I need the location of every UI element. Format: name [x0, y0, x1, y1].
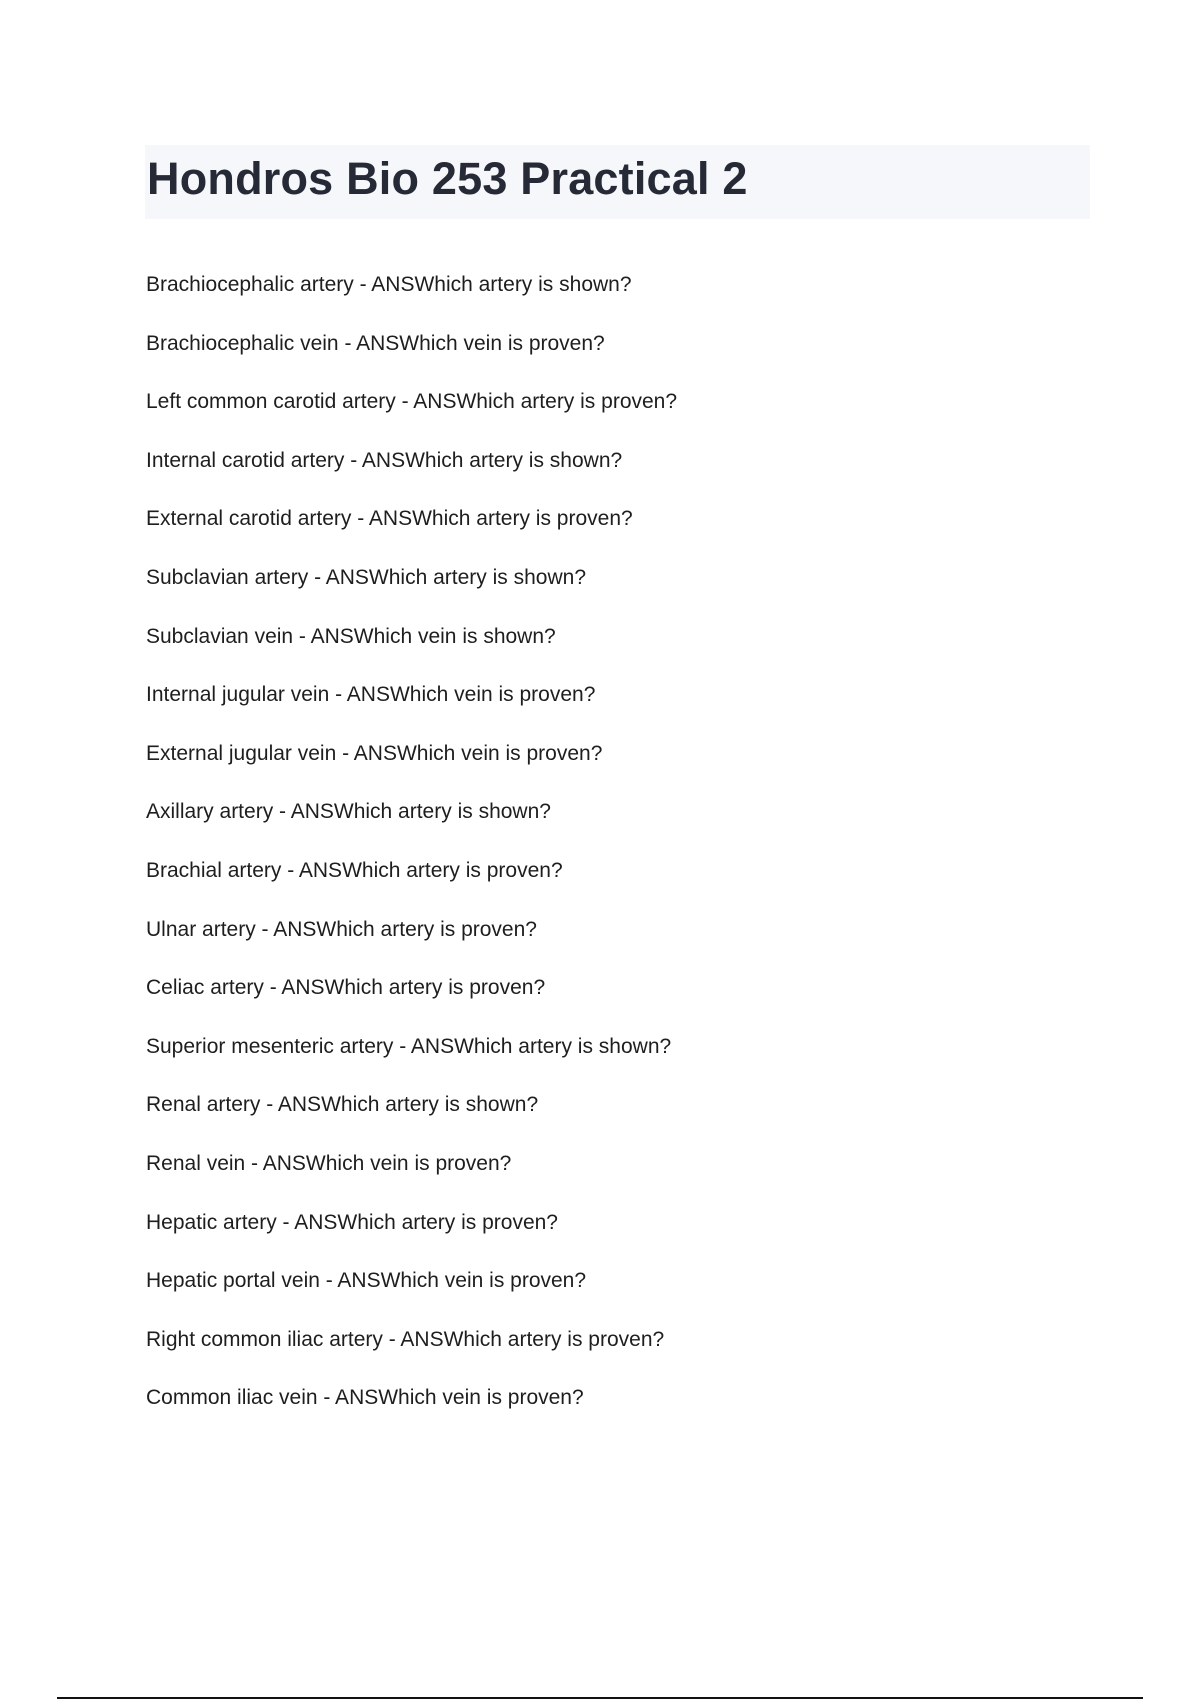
qa-item: External jugular vein - ANSWhich vein is proven?: [146, 741, 603, 765]
qa-item: Left common carotid artery - ANSWhich artery is proven?: [146, 390, 678, 414]
qa-item: External carotid artery - ANSWhich artery is proven?: [146, 507, 633, 531]
qa-item: Brachiocephalic artery - ANSWhich artery is shown?: [146, 273, 632, 296]
qa-item: Superior mesenteric artery - ANSWhich artery is shown?: [146, 1034, 672, 1058]
qa-item: Brachiocephalic vein - ANSWhich vein is proven?: [146, 331, 605, 355]
qa-item: Ulnar artery - ANSWhich artery is proven?: [146, 917, 537, 941]
qa-item: Celiac artery - ANSWhich artery is proven?: [146, 976, 546, 1000]
title-band: [145, 145, 1090, 219]
footer-rule: [57, 1697, 1143, 1699]
qa-item: Subclavian artery - ANSWhich artery is shown?: [146, 565, 587, 589]
qa-item: Subclavian vein - ANSWhich vein is shown?: [146, 624, 556, 648]
qa-item: Hepatic artery - ANSWhich artery is proven?: [146, 1210, 558, 1234]
qa-item: Hepatic portal vein - ANSWhich vein is proven?: [146, 1269, 587, 1293]
document-title: Hondros Bio 253 Practical 2: [147, 153, 748, 204]
qa-list: [146, 270, 1086, 1442]
qa-item: Brachial artery - ANSWhich artery is proven?: [146, 858, 563, 882]
qa-item: Renal artery - ANSWhich artery is shown?: [146, 1093, 539, 1117]
qa-item: Right common iliac artery - ANSWhich artery is proven?: [146, 1327, 665, 1351]
qa-item: Renal vein - ANSWhich vein is proven?: [146, 1151, 512, 1175]
qa-item: Internal jugular vein - ANSWhich vein is proven?: [146, 683, 596, 707]
qa-item: Axillary artery - ANSWhich artery is shown?: [146, 800, 551, 824]
qa-item: Internal carotid artery - ANSWhich artery is shown?: [146, 448, 623, 472]
qa-item: Common iliac vein - ANSWhich vein is proven?: [146, 1386, 584, 1410]
